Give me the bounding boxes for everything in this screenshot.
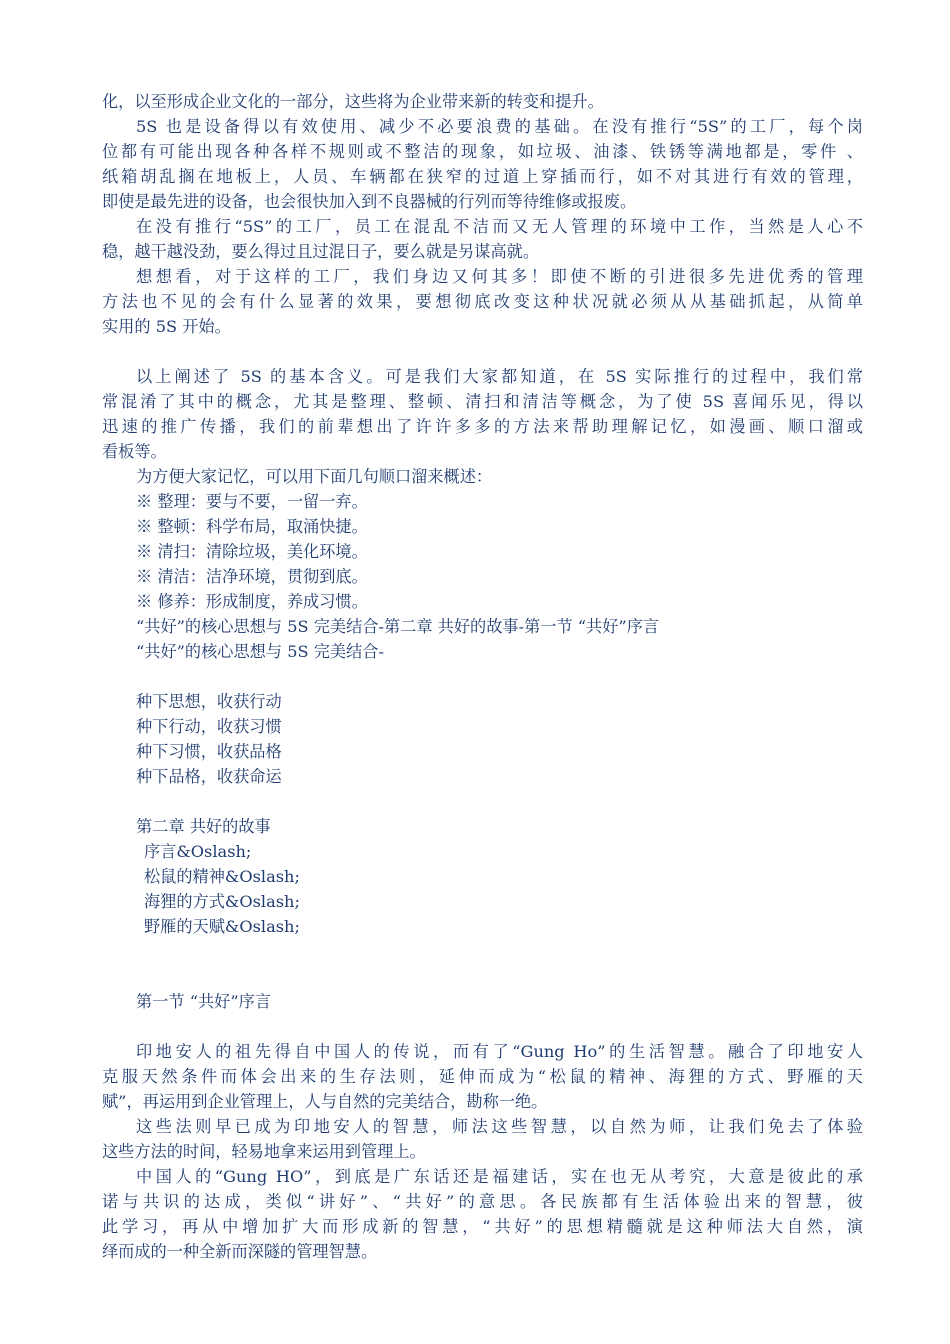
text-line: 常混淆了其中的概念，尤其是整理、整顿、清扫和清洁等概念，为了使 5S 喜闻乐见，得以 <box>102 392 863 411</box>
text-line: 纸箱胡乱搁在地板上，人员、车辆都在狭窄的过道上穿插而行，如不对其进行有效的管理， <box>102 167 863 186</box>
saying-line: 种下思想，收获行动 <box>136 692 282 711</box>
text-line: 位都有可能出现各种各样不规则或不整洁的现象，如垃圾、油漆、铁锈等满地都是，零件 、 <box>102 142 863 161</box>
blank-line <box>102 339 863 364</box>
mnemonic-item: ※ 整理：要与不要，一留一弃。 <box>136 492 368 511</box>
blank-line <box>102 939 863 964</box>
saying-line: 种下行动，收获习惯 <box>136 717 282 736</box>
section-heading: “共好”的核心思想与 5S 完美结合-第二章 共好的故事-第一节 “共好”序言 <box>136 617 660 636</box>
text-line: 中国人的“Gung HO”，到底是广东话还是福建话，实在也无从考究，大意是彼此的承 <box>136 1167 863 1186</box>
text-line: 5S 也是设备得以有效使用、减少不必要浪费的基础。在没有推行“5S”的工厂，每个岗 <box>136 117 863 136</box>
toc-item: 松鼠的精神&Oslash; <box>144 867 300 886</box>
toc-item: 海狸的方式&Oslash; <box>144 892 300 911</box>
section-title: 第一节 “共好”序言 <box>136 992 272 1011</box>
document-body <box>102 89 863 1264</box>
text-line: 这些方法的时间，轻易地拿来运用到管理上。 <box>102 1142 426 1161</box>
text-line: 这些法则早已成为印地安人的智慧，师法这些智慧，以自然为师，让我们免去了体验 <box>136 1117 863 1136</box>
text-line: 迅速的推广传播，我们的前辈想出了许许多多的方法来帮助理解记忆，如漫画、顺口溜或 <box>102 417 863 436</box>
text-line: 克服天然条件而体会出来的生存法则，延伸而成为“松鼠的精神、海狸的方式、野雁的天 <box>102 1067 863 1086</box>
text-line: 想想看，对于这样的工厂，我们身边又何其多！即使不断的引进很多先进优秀的管理 <box>136 267 863 286</box>
text-line: 赋”，再运用到企业管理上，人与自然的完美结合，勘称一绝。 <box>102 1092 548 1111</box>
text-line: 诺与共识的达成，类似“讲好”、“共好”的意思。各民族都有生活体验出来的智慧，彼 <box>102 1192 863 1211</box>
text-line: 以上阐述了 5S 的基本含义。可是我们大家都知道，在 5S 实际推行的过程中，我们常 <box>136 367 863 386</box>
blank-line <box>102 664 863 689</box>
toc-item: 序言&Oslash; <box>144 842 252 861</box>
saying-line: 种下品格，收获命运 <box>136 767 282 786</box>
text-line: 方法也不见的会有什么显著的效果，要想彻底改变这种状况就必须从从基础抓起，从简单 <box>102 292 863 311</box>
text-line: 看板等。 <box>102 442 167 461</box>
saying-line: 种下习惯，收获品格 <box>136 742 282 761</box>
section-heading: “共好”的核心思想与 5S 完美结合- <box>136 642 384 661</box>
mnemonic-item: ※ 清洁：洁净环境，贯彻到底。 <box>136 567 368 586</box>
text-line: 印地安人的祖先得自中国人的传说，而有了“Gung Ho”的生活智慧。融合了印地安人 <box>136 1042 863 1061</box>
text-line: 绎而成的一种全新而深隧的管理智慧。 <box>102 1242 378 1261</box>
text-line: 即使是最先进的设备，也会很快加入到不良器械的行列而等待维修或报废。 <box>102 192 637 211</box>
text-line: 为方便大家记忆，可以用下面几句顺口溜来概述： <box>136 467 493 486</box>
toc-item: 野雁的天赋&Oslash; <box>144 917 300 936</box>
text-line: 稳，越干越没劲，要么得过且过混日子，要么就是另谋高就。 <box>102 242 540 261</box>
blank-line <box>102 1014 863 1039</box>
mnemonic-item: ※ 清扫：清除垃圾，美化环境。 <box>136 542 368 561</box>
mnemonic-item: ※ 修养：形成制度，养成习惯。 <box>136 592 368 611</box>
blank-line <box>102 789 863 814</box>
mnemonic-item: ※ 整顿：科学布局，取涌快捷。 <box>136 517 368 536</box>
blank-line <box>102 964 863 989</box>
text-line: 此学习，再从中增加扩大而形成新的智慧，“共好”的思想精髓就是这种师法大自然，演 <box>102 1217 863 1236</box>
text-line: 实用的 5S 开始。 <box>102 317 231 336</box>
chapter-title: 第二章 共好的故事 <box>136 817 271 836</box>
text-line: 化，以至形成企业文化的一部分，这些将为企业带来新的转变和提升。 <box>102 92 604 111</box>
text-line: 在没有推行“5S”的工厂，员工在混乱不洁而又无人管理的环境中工作，当然是人心不 <box>136 217 863 236</box>
